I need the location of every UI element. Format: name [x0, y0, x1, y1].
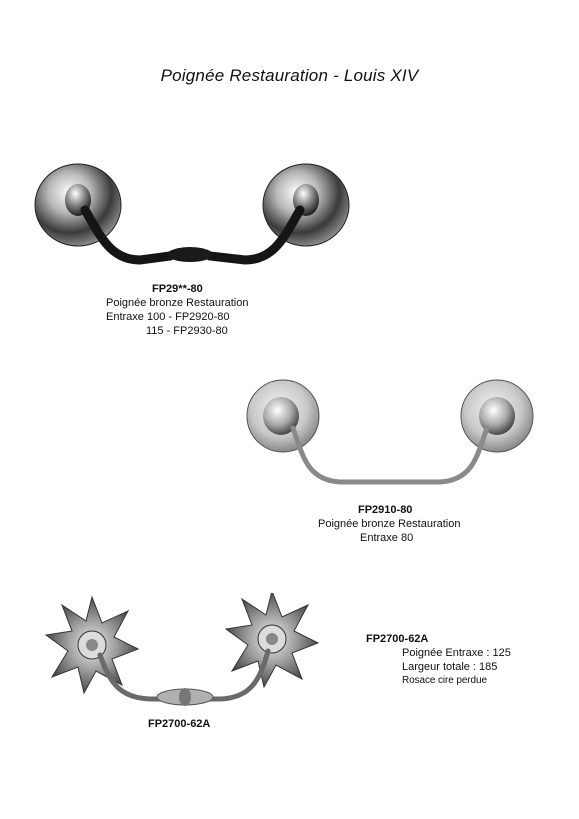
- product-code: FP29**-80: [152, 283, 203, 295]
- handle-image-3: [40, 593, 330, 718]
- handle-image-2: [245, 376, 540, 501]
- product-spec: 115 - FP2930-80: [146, 325, 228, 337]
- product-spec: Poignée Entraxe : 125: [402, 647, 511, 659]
- product-spec: Largeur totale : 185: [402, 661, 498, 673]
- product-description: Poignée bronze Restauration: [106, 297, 249, 309]
- product-2-text: [318, 503, 460, 545]
- product-3-text: [366, 632, 511, 688]
- handle-image-1: [30, 160, 360, 280]
- product-spec: Rosace cire perdue: [402, 675, 487, 686]
- product-code: FP2910-80: [358, 504, 413, 516]
- page-title: Poignée Restauration - Louis XIV: [160, 66, 419, 85]
- product-spec: Entraxe 80: [360, 532, 414, 544]
- product-spec: Entraxe 100 - FP2920-80: [106, 311, 230, 323]
- product-1-text: [106, 282, 248, 338]
- product-code: FP2700-62A: [366, 633, 429, 645]
- product-caption: FP2700-62A: [148, 718, 211, 730]
- product-description: Poignée bronze Restauration: [318, 518, 461, 530]
